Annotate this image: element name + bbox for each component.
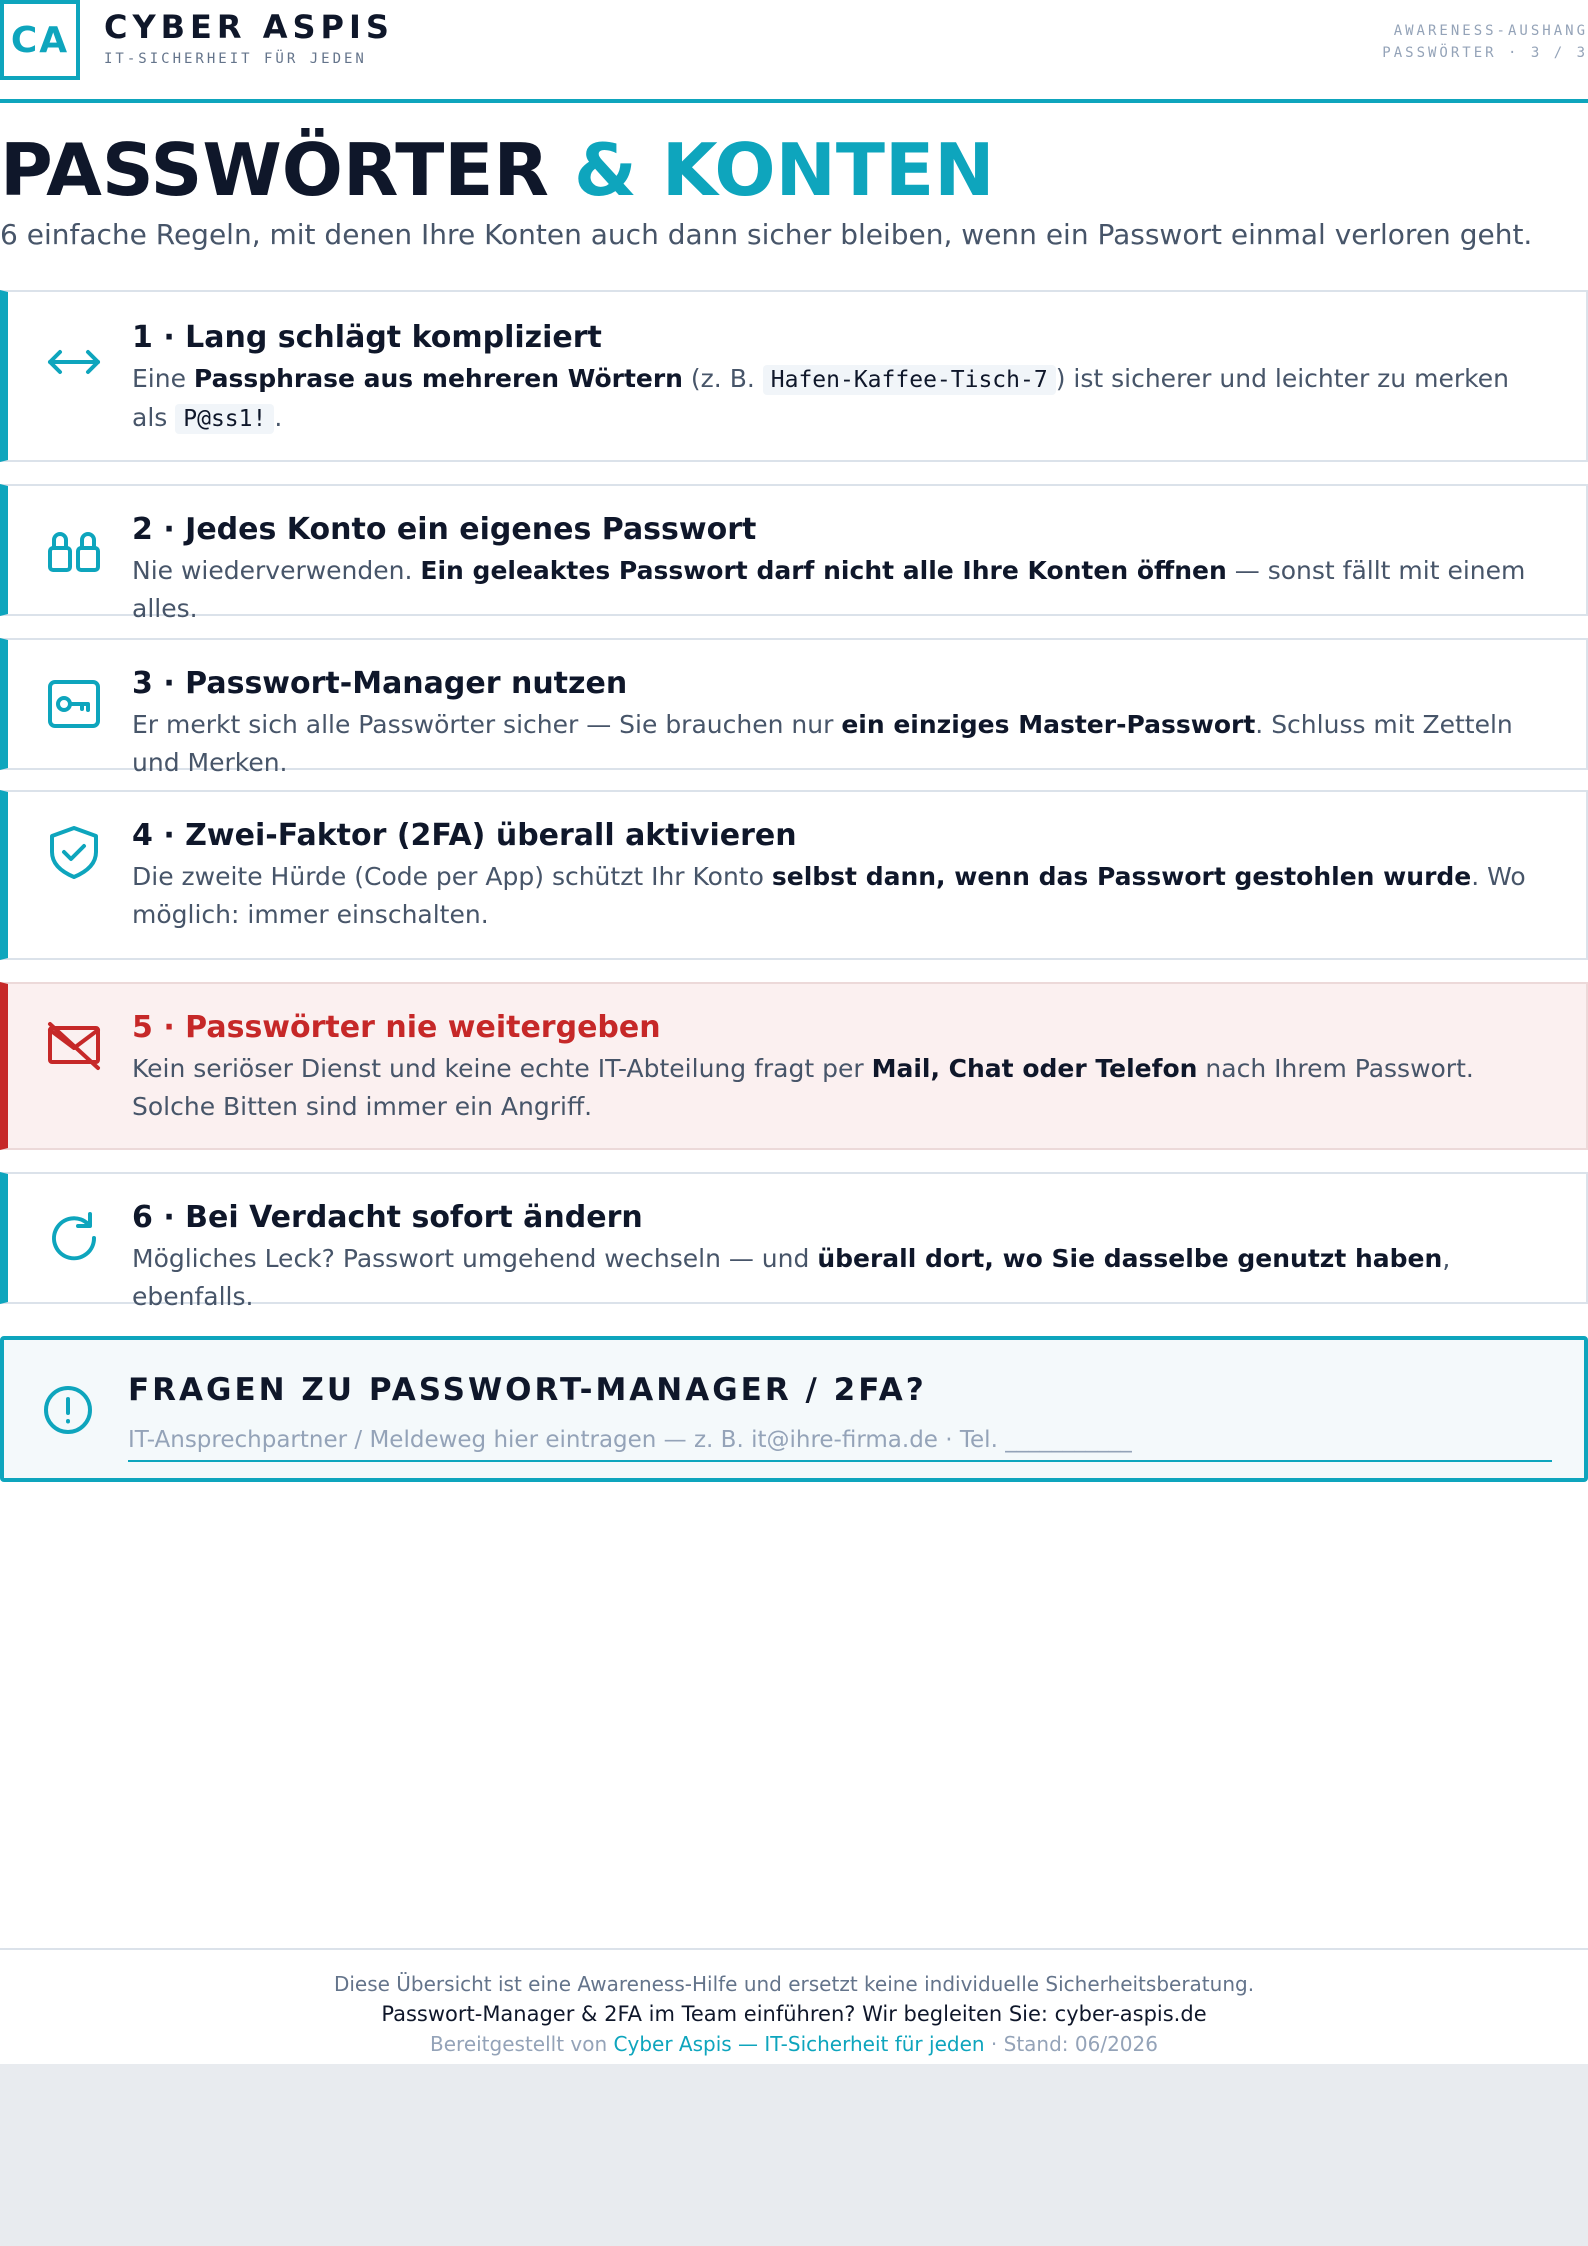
title-main: PASSWÖRTER bbox=[0, 128, 549, 212]
rule-card-3 bbox=[0, 638, 1588, 777]
no-mail-icon bbox=[44, 1014, 104, 1074]
footer-brand-link[interactable]: Cyber Aspis — IT-Sicherheit für jeden bbox=[613, 2032, 985, 2056]
rule-text: Kein seriöser Dienst und keine echte IT-Abteilung fragt per Mail, Chat oder Telefon nach Ihrem Passwort. Solche Bitten sind immer ein Angriff. bbox=[132, 1054, 1474, 1121]
contact-box bbox=[0, 1336, 1588, 1482]
page-title bbox=[0, 128, 994, 212]
info-circle-icon bbox=[40, 1382, 96, 1438]
key-icon bbox=[44, 674, 104, 734]
header-meta bbox=[1382, 20, 1588, 64]
logo: CA bbox=[0, 0, 80, 80]
rule-text: Nie wiederverwenden. Ein geleaktes Passwort darf nicht alle Ihre Konten öffnen — sonst fällt mit einem alles. bbox=[132, 556, 1526, 623]
refresh-icon bbox=[44, 1208, 104, 1268]
footer bbox=[0, 1948, 1588, 2064]
footer-provided: Bereitgestellt von Cyber Aspis — IT-Sicherheit für jeden · Stand: 06/2026 bbox=[430, 2032, 1158, 2056]
rule-heading: 5 · Passwörter nie weitergeben bbox=[132, 1010, 661, 1045]
meta-page: PASSWÖRTER · 3 / 3 bbox=[1382, 45, 1588, 61]
contact-field[interactable]: IT-Ansprechpartner / Meldeweg hier eintragen — z. B. it@ihre-firma.de · Tel. ___________ bbox=[128, 1420, 1552, 1462]
footer-cta: Passwort-Manager & 2FA im Team einführen? Wir begleiten Sie: cyber-aspis.de bbox=[381, 2002, 1207, 2026]
rule-card-2 bbox=[0, 484, 1588, 623]
rule-text: Mögliches Leck? Passwort umgehend wechseln — und überall dort, wo Sie dasselbe genutzt haben, ebenfalls. bbox=[132, 1244, 1451, 1311]
example-weak-password: P@ss1! bbox=[175, 404, 274, 434]
arrows-horizontal-icon bbox=[44, 332, 104, 392]
rule-heading: 6 · Bei Verdacht sofort ändern bbox=[132, 1200, 643, 1235]
brand-tagline: IT-SICHERHEIT FÜR JEDEN bbox=[104, 51, 367, 67]
rule-text: Er merkt sich alle Passwörter sicher — Sie brauchen nur ein einziges Master-Passwort. Schluss mit Zetteln und Merken. bbox=[132, 710, 1513, 777]
rule-card-5 bbox=[0, 982, 1588, 1150]
example-passphrase: Hafen-Kaffee-Tisch-7 bbox=[763, 365, 1056, 395]
brand-name: CYBER ASPIS bbox=[104, 8, 394, 46]
rule-card-6 bbox=[0, 1172, 1588, 1311]
page-subtitle: 6 einfache Regeln, mit denen Ihre Konten auch dann sicher bleiben, wenn ein Passwort einmal verloren geht. bbox=[0, 218, 1533, 251]
footer-disclaimer: Diese Übersicht ist eine Awareness-Hilfe und ersetzt keine individuelle Sicherheitsberatung. bbox=[333, 1972, 1255, 1996]
header bbox=[0, 0, 1588, 103]
rule-text: Die zweite Hürde (Code per App) schützt Ihr Konto selbst dann, wenn das Passwort gestohlen wurde. Wo möglich: immer einschalten. bbox=[132, 862, 1526, 929]
rule-text: Eine Passphrase aus mehreren Wörtern (z. B. Hafen-Kaffee-Tisch-7 ) ist sicherer und leichter zu merken als P@ss1! . bbox=[132, 364, 1509, 432]
padlocks-icon bbox=[44, 520, 104, 580]
rule-heading: 2 · Jedes Konto ein eigenes Passwort bbox=[132, 512, 757, 547]
rule-heading: 4 · Zwei-Faktor (2FA) überall aktivieren bbox=[132, 818, 797, 853]
title-accent: & KONTEN bbox=[574, 128, 995, 212]
rule-card-1 bbox=[0, 290, 1588, 462]
shield-check-icon bbox=[44, 822, 104, 882]
rule-heading: 1 · Lang schlägt kompliziert bbox=[132, 320, 602, 355]
meta-label: AWARENESS-AUSHANG bbox=[1393, 23, 1588, 39]
rule-heading: 3 · Passwort-Manager nutzen bbox=[132, 666, 628, 701]
rule-card-4 bbox=[0, 790, 1588, 960]
contact-heading: FRAGEN ZU PASSWORT-MANAGER / 2FA? bbox=[128, 1372, 927, 1408]
